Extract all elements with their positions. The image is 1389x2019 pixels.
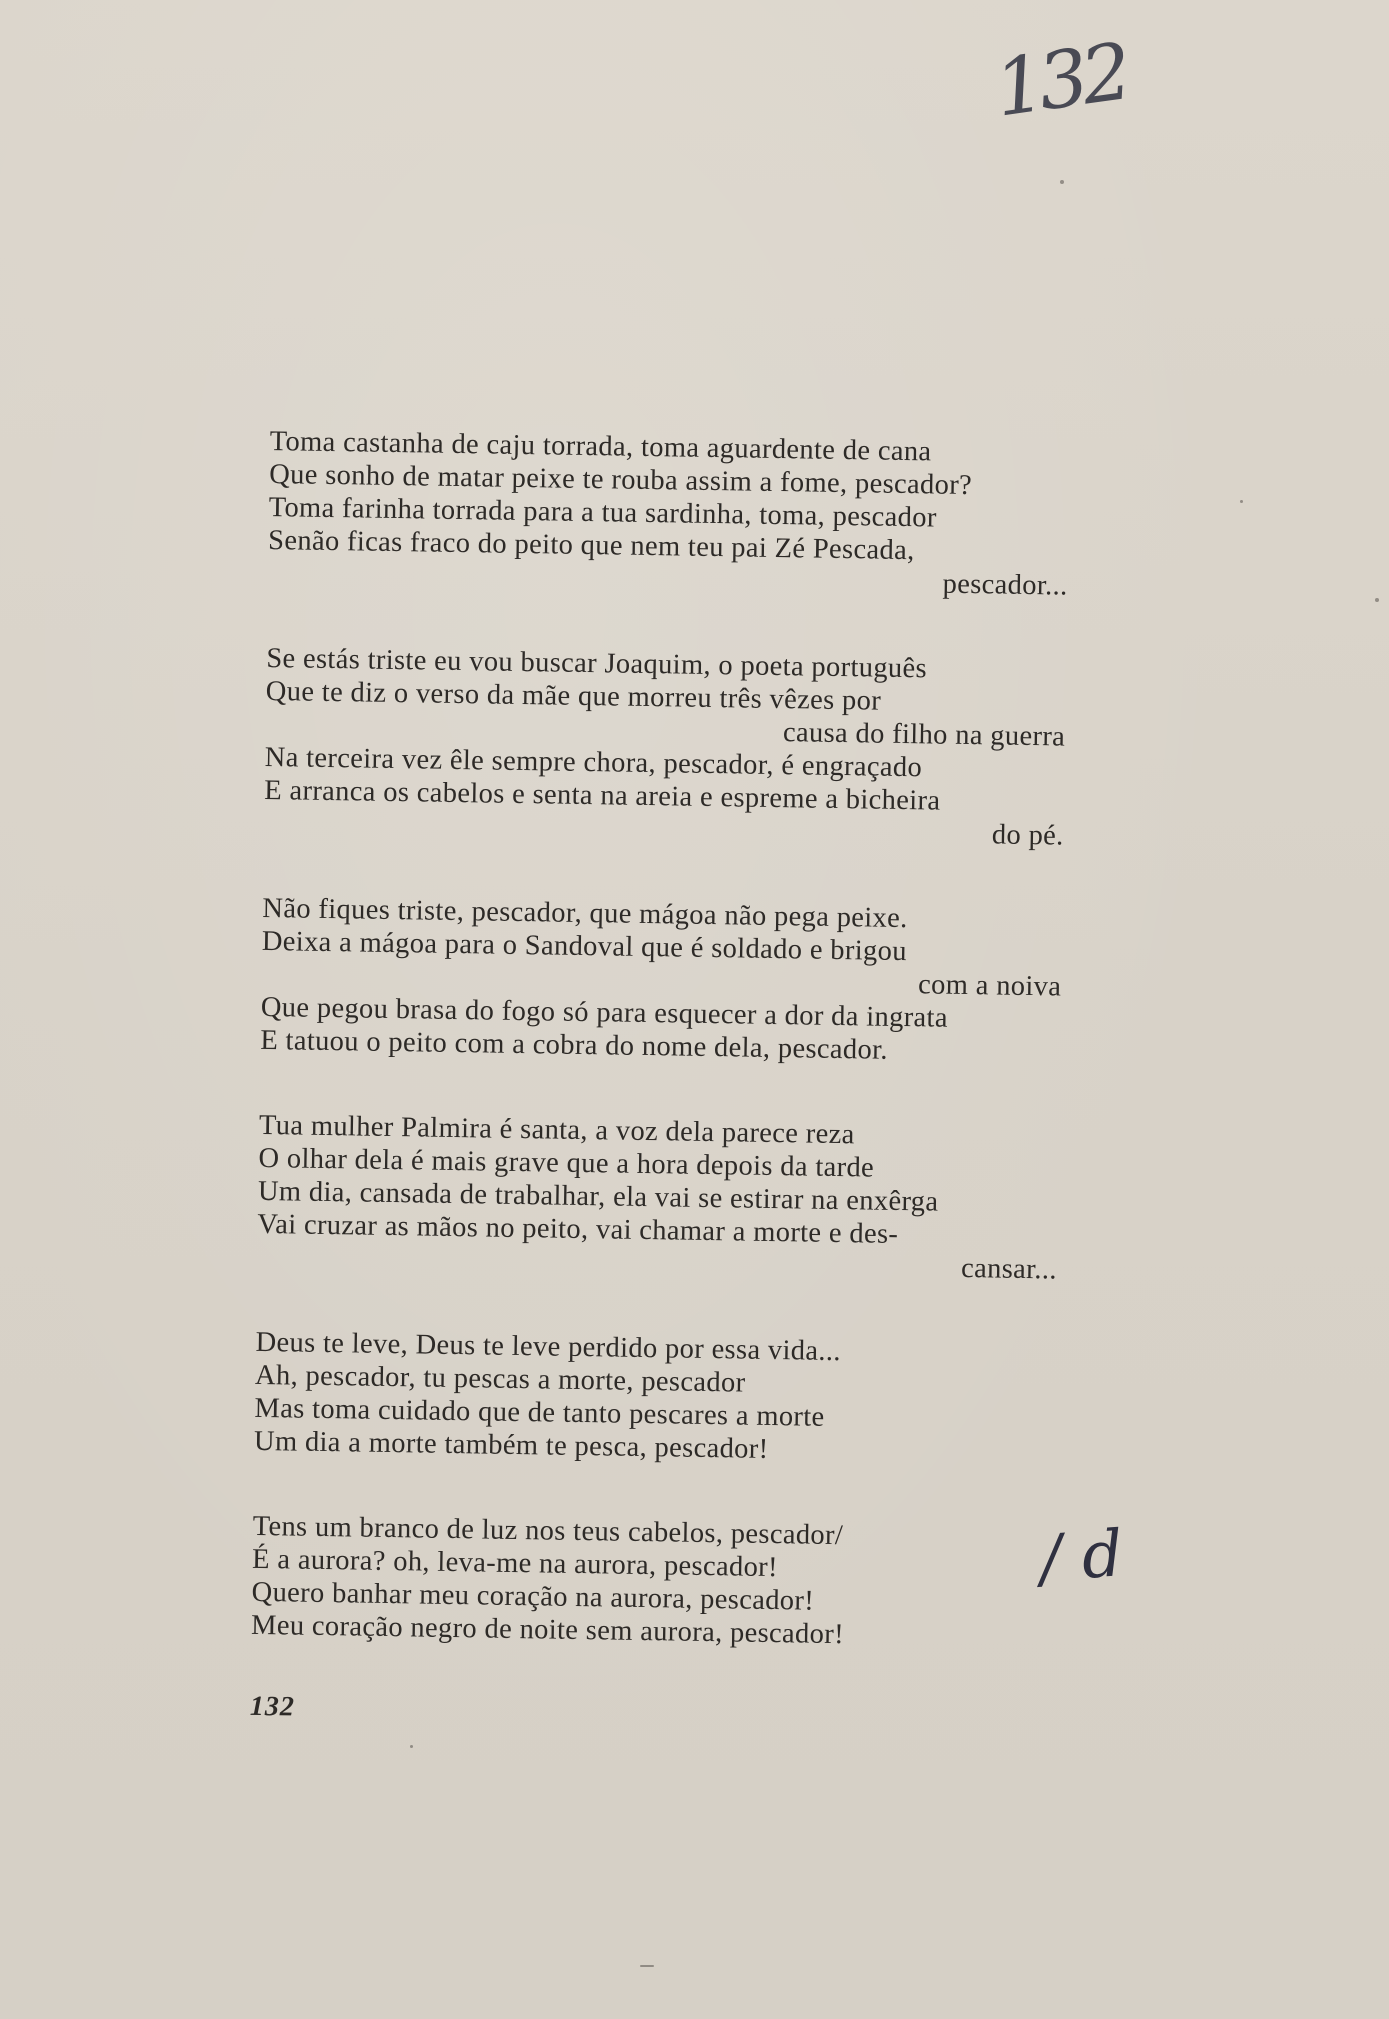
paper-speck bbox=[1060, 180, 1064, 184]
poem-line: Toma castanha de caju torrada, toma aguardente de cana bbox=[269, 425, 932, 468]
printed-page-number: 132 bbox=[249, 1690, 296, 1723]
poem-stanza bbox=[260, 892, 1062, 1070]
poem-line: do pé. bbox=[991, 819, 1064, 852]
poem-stanza bbox=[251, 1510, 1053, 1655]
poem-line: E arranca os cabelos e senta na areia e espreme a bicheira bbox=[264, 774, 941, 817]
poem-line: E tatuou o peito com a cobra do nome dela, pescador. bbox=[260, 1024, 889, 1066]
poem-body bbox=[250, 425, 1070, 1734]
poem-line: Não fiques triste, pescador, que mágoa não pega peixe. bbox=[262, 892, 908, 935]
poem-stanzas bbox=[251, 425, 1070, 1654]
poem-stanza bbox=[267, 425, 1069, 603]
poem-stanza bbox=[263, 642, 1066, 853]
poem-line: Ah, pescador, tu pescas a morte, pescador bbox=[254, 1359, 746, 1399]
paper-speck bbox=[640, 1965, 654, 1967]
poem-line: causa do filho na guerra bbox=[782, 717, 1066, 753]
poem-line: Senão ficas fraco do peito que nem teu pai Zé Pescada, bbox=[267, 524, 915, 567]
poem-line: Que pegou brasa do fogo só para esquecer a dor da ingrata bbox=[260, 991, 949, 1034]
poem-line: Tua mulher Palmira é santa, a voz dela parece reza bbox=[258, 1109, 855, 1151]
poem-line: com a noiva bbox=[917, 969, 1062, 1003]
poem-line: O olhar dela é mais grave que a hora depois da tarde bbox=[258, 1142, 875, 1184]
poem-line: Um dia a morte também te pesca, pescador! bbox=[253, 1425, 769, 1465]
paper-speck bbox=[410, 1745, 413, 1748]
poem-line: Deixa a mágoa para o Sandoval que é soldado e brigou bbox=[261, 925, 908, 968]
poem-stanza bbox=[254, 1326, 1056, 1471]
poem-line: Tens um branco de luz nos teus cabelos, pescador/ bbox=[252, 1510, 844, 1552]
poem-line: Toma farinha torrada para a tua sardinha, toma, pescador bbox=[268, 491, 937, 534]
paper-speck bbox=[1375, 598, 1379, 602]
poem-line: Um dia, cansada de trabalhar, ela vai se estirar na enxêrga bbox=[257, 1175, 939, 1218]
poem-line: Mas toma cuidado que de tanto pescares a morte bbox=[254, 1392, 825, 1433]
handwritten-margin-mark: / d bbox=[1037, 1517, 1126, 1597]
poem-line: cansar... bbox=[960, 1252, 1058, 1286]
poem-line: Na terceira vez êle sempre chora, pescador, é engraçado bbox=[264, 741, 923, 784]
paper-speck bbox=[1240, 500, 1243, 503]
poem-line: Que sonho de matar peixe te rouba assim a fome, pescador? bbox=[268, 458, 973, 502]
poem-line: Vai cruzar as mãos no peito, vai chamar a morte e des- bbox=[257, 1208, 899, 1250]
poem-line: Meu coração negro de noite sem aurora, pescador! bbox=[250, 1609, 845, 1651]
poem-line: É a aurora? oh, leva-me na aurora, pescador! bbox=[251, 1543, 779, 1584]
poem-line: Quero banhar meu coração na aurora, pescador! bbox=[251, 1576, 815, 1617]
handwritten-page-number: 132 bbox=[989, 27, 1132, 135]
poem-stanza bbox=[257, 1109, 1059, 1287]
poem-line: pescador... bbox=[942, 568, 1068, 602]
poem-line: Se estás triste eu vou buscar Joaquim, o poeta português bbox=[266, 642, 928, 685]
poem-line: Deus te leve, Deus te leve perdido por essa vida... bbox=[255, 1326, 842, 1368]
poem-line: Que te diz o verso da mãe que morreu três vêzes por bbox=[265, 675, 882, 717]
